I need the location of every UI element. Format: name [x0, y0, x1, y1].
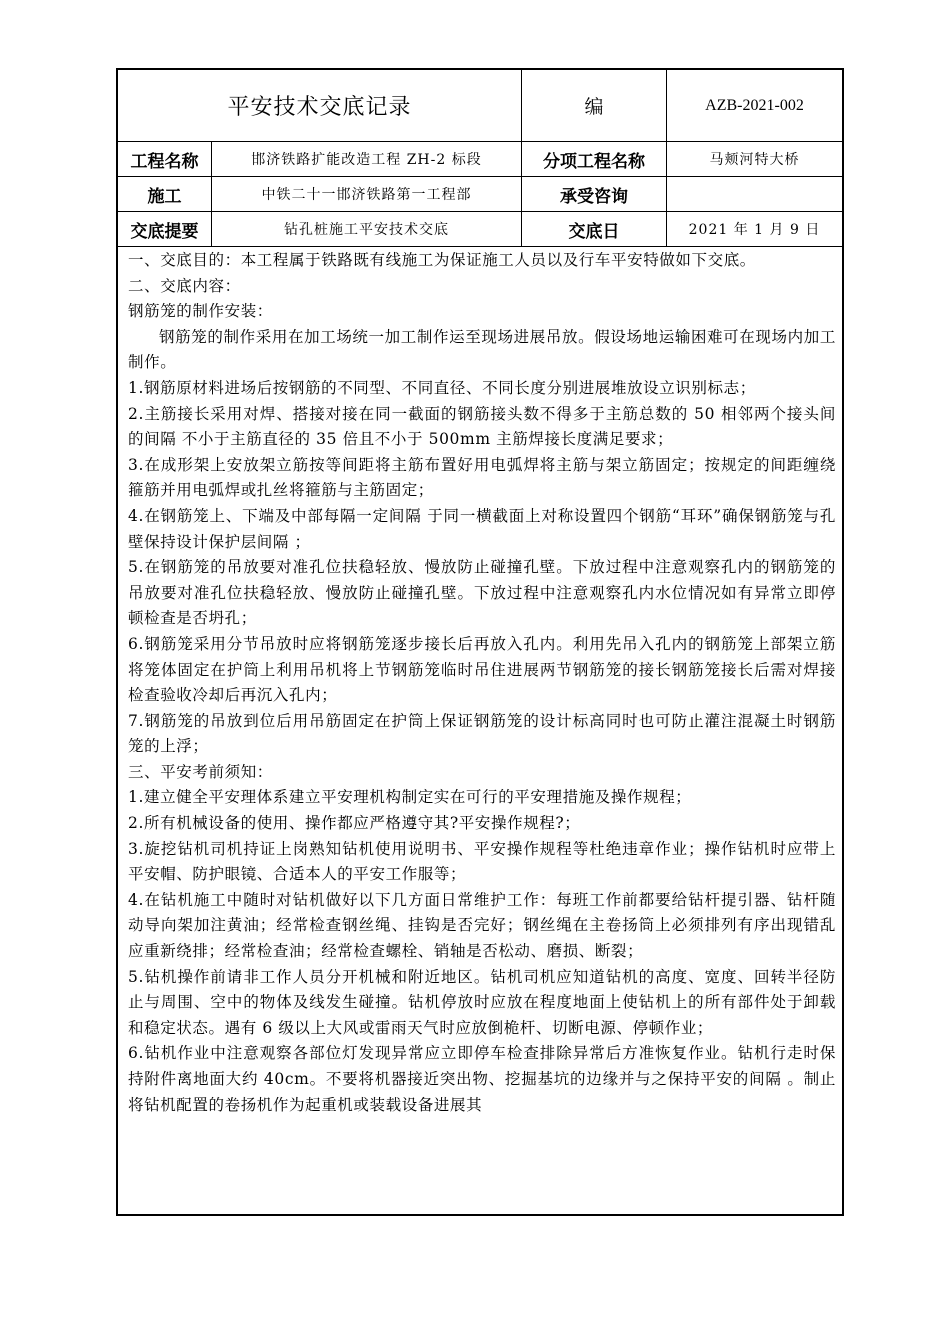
construction-row — [118, 177, 842, 212]
content-paragraph: 3.在成形架上安放架立筋按等间距将主筋布置好用电弧焊将主筋与架立筋固定；按规定的间距缠绕箍筋并用电弧焊或扎丝将箍筋与主筋固定； — [128, 455, 836, 500]
content-paragraph: 4.在钢筋笼上、下端及中部每隔一定间隔 于同一横截面上对称设置四个钢筋“耳环”确保钢筋笼与孔壁保持设计保护层间隔 ； — [128, 506, 836, 551]
subproject-label: 分项工程名称 — [522, 142, 667, 176]
consult-value — [667, 177, 842, 211]
disclosure-record-table — [116, 68, 844, 1216]
content-paragraph: 2.主筋接长采用对焊、搭接对接在同一截面的钢筋接头数不得多于主筋总数的 50 相邻两个接头间的间隔 不小于主筋直径的 35 倍且不小于 500mm 主筋焊接长度满足要求； — [128, 404, 836, 449]
content-paragraph: 钢筋笼的制作采用在加工场统一加工制作运至现场进展吊放。假设场地运输困难可在现场内加工制作。 — [128, 327, 836, 372]
content-paragraph: 1.建立健全平安理体系建立平安理机构制定实在可行的平安理措施及操作规程； — [128, 788, 692, 807]
content-paragraph: 5.钻机操作前请非工作人员分开机械和附近地区。钻机司机应知道钻机的高度、宽度、回转半径防止与周围、空中的物体及线发生碰撞。钻机停放时应放在程度地面上使钻机上的所有部件处于卸载和稳定状态。遇有 6 级以上大风或雷雨天气时应放倒桅杆、切断电源、停顿作业； — [128, 967, 836, 1037]
construction-label: 施工 — [118, 177, 212, 211]
content-paragraph: 2.所有机械设备的使用、操作都应严格遵守其?平安操作规程?； — [128, 814, 581, 833]
project-row — [118, 142, 842, 177]
date-label: 交底日 — [522, 212, 667, 246]
date-value: 2021 年 1 月 9 日 — [688, 222, 821, 238]
project-label: 工程名称 — [118, 142, 212, 176]
summary-value: 钻孔桩施工平安技术交底 — [212, 212, 522, 246]
subproject-value: 马颊河特大桥 — [709, 152, 800, 168]
content-paragraph: 1.钢筋原材料进场后按钢筋的不同型、不同直径、不同长度分别进展堆放设立识别标志； — [128, 378, 756, 397]
content-paragraph: 6.钢筋笼采用分节吊放时应将钢筋笼逐步接长后再放入孔内。利用先吊入孔内的钢筋笼上部架立筋将笼体固定在护筒上利用吊机将上节钢筋笼临时吊住进展两节钢筋笼的接长钢筋笼接长后需对焊接检查验收冷却后再沉入孔内； — [128, 634, 836, 705]
content-paragraph: 一、交底目的：本工程属于铁路既有线施工为保证施工人员以及行车平安特做如下交底。 — [128, 251, 756, 269]
content-paragraph: 三、平安考前须知： — [128, 762, 273, 781]
content-paragraph: 7.钢筋笼的吊放到位后用吊筋固定在护筒上保证钢筋笼的设计标高同时也可防止灌注混凝土时钢筋笼的上浮； — [128, 711, 836, 756]
code-value: AZB-2021-002 — [705, 96, 804, 114]
project-value: 邯济铁路扩能改造工程 ZH-2 标段 — [212, 142, 522, 176]
content-paragraph: 3.旋挖钻机司机持证上岗熟知钻机使用说明书、平安操作规程等杜绝违章作业；操作钻机时应带上平安帽、防护眼镜、合适本人的平安工作服等； — [128, 839, 836, 884]
record-title: 平安技术交底记录 — [118, 70, 522, 141]
content-paragraph: 二、交底内容： — [128, 276, 241, 295]
summary-label: 交底提要 — [118, 212, 212, 246]
code-label: 编 — [522, 70, 667, 141]
content-paragraph: 6.钻机作业中注意观察各部位灯发现异常应立即停车检查排除异常后方准恢复作业。钻机行走时保持附件离地面大约 40cm。不要将机器接近突出物、挖掘基坑的边缘并与之保持平安的间隔 。制止将钻机配置的卷扬机作为起重机或装载设备进展其 — [128, 1044, 836, 1114]
content-paragraph: 5.在钢筋笼的吊放要对准孔位扶稳轻放、慢放防止碰撞孔壁。下放过程中注意观察孔内的钢筋笼的吊放要对准孔位扶稳轻放、慢放防止碰撞孔壁。下放过程中注意观察孔内水位情况如有异常立即停顿检查是否坍孔； — [128, 558, 836, 628]
disclosure-content — [128, 248, 836, 1214]
content-paragraph: 4.在钻机施工中随时对钻机做好以下几方面日常维护工作：每班工作前都要给钻杆提引器、钻杆随动导向架加注黄油；经常检查钢丝绳、挂钩是否完好；钢丝绳在主卷扬筒上必须排列有序出现错乱应重新绕排；经常检查油；经常检查螺栓、销轴是否松动、磨损、断裂； — [128, 890, 836, 961]
construction-value: 中铁二十一邯济铁路第一工程部 — [212, 177, 522, 211]
summary-row — [118, 212, 842, 247]
content-paragraph: 钢筋笼的制作安装： — [128, 302, 273, 321]
consult-label: 承受咨询 — [522, 177, 667, 211]
title-row — [118, 70, 842, 142]
